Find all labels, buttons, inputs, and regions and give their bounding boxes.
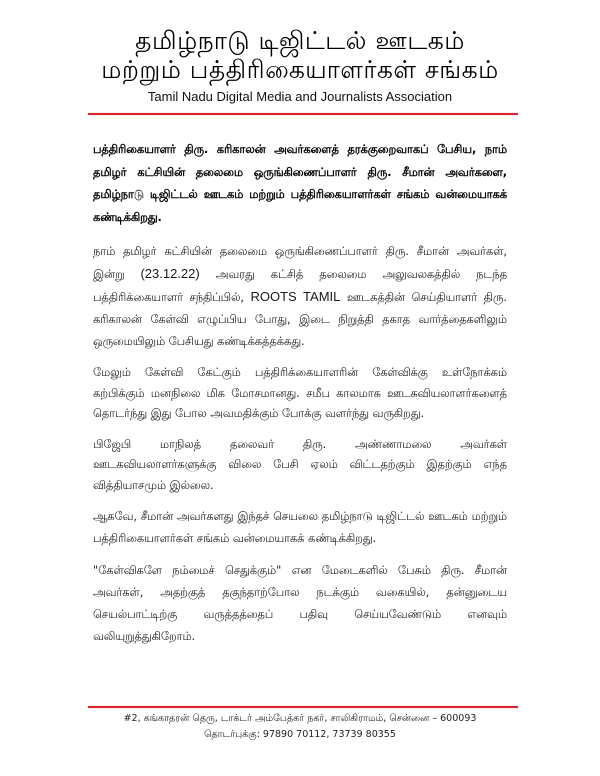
footer-divider — [88, 706, 518, 708]
paragraph-condemnation: ஆகவே, சீமான் அவர்களது இந்தச் செயலை தமிழ்நாடு டிஜிட்டல் ஊடகம் மற்றும் பத்திரிகையாளர்கள் சங்கம் வன்மையாகக் கண்டிக்கிறது. — [93, 510, 507, 545]
paragraph-comparison: பிஜேபி மாநிலத் தலைவர் திரு. அண்ணாமலை அவர்கள் ஊடகவியலாளர்களுக்கு விலை பேசி ஏலம் விட்டதற்கும் இதற்கும் எந்த வித்தியாசமும் இல்லை. — [93, 437, 507, 492]
paragraph-incident-text1: நாம் தமிழர் கட்சியின் தலைமை ஒருங்கிணைப்பாளர் திரு. சீமான் அவர்கள், இன்று — [93, 245, 507, 281]
org-title-tamil-line2: மற்றும் பத்திரிகையாளர்கள் சங்கம் — [101, 55, 499, 84]
incident-date: (23.12.22) — [140, 266, 200, 281]
org-title-tamil-line1: தமிழ்நாடு டிஜிட்டல் ஊடகம் — [135, 26, 465, 55]
paragraph-demand: "கேள்விகளே நம்மைச் செதுக்கும்" என மேடைகளில் பேசும் திரு. சீமான் அவர்கள், அதற்குத் தகுந்தாற்போல நடக்கும் வகையில், தன்னுடைய செயல்பாட்டிற்கு வருத்தத்தைப் பதிவு செய்யவேண்டும் எனவும் வலியுறுத்துகிறோம். — [93, 564, 507, 643]
media-outlet-name: ROOTS TAMIL — [250, 289, 341, 304]
org-title-english: Tamil Nadu Digital Media and Journalists Association — [147, 89, 453, 104]
footer-address: #2, கங்காதரன் தெரு, டாக்டர் அம்பேத்கர் நகர், சாலிகிராமம், சென்னை – 600093 — [123, 713, 477, 724]
paragraph-incident-text2: அவரது கட்சித் தலைமை அலுவலகத்தில் நடந்த பத்திரிக்கையாளர் சந்திப்பில், — [93, 268, 507, 304]
headline-paragraph: பத்திரிகையாளர் திரு. கரிகாலன் அவர்களைத் தரக்குறைவாகப் பேசிய, நாம் தமிழர் கட்சியின் தலைமை ஒருங்கிணைப்பாளர் திரு. சீமான் அவர்களை, தமிழ்நாடு டிஜிட்டல் ஊடகம் மற்றும் பத்திரிகையாளர்கள் சங்கம் வன்மையாகக் கண்டிக்கிறது. — [93, 143, 507, 224]
statement-body — [93, 139, 507, 658]
paragraph-incident — [93, 241, 507, 353]
paragraph-attitude: மேலும் கேள்வி கேட்கும் பத்திரிக்கையாளரின் கேள்விக்கு உள்நோக்கம் கற்பிக்கும் மனநிலை மிக மோசமானது. சமீப காலமாக ஊடகவியலாளர்களைத் தொடர்ந்து இது போல அவமதிக்கும் போக்கு வளர்ந்து வருகிறது. — [93, 366, 507, 420]
paragraph-incident-text3: ஊடகத்தின் செய்தியாளர் திரு. கரிகாலன் கேள்வி எழுப்பிய போது, இடை நிறுத்தி தகாத வார்த்தைகளிலும் ஒருமையிலும் பேசியது கண்டிக்கத்தக்கது. — [93, 291, 507, 348]
footer-contact: தொடர்புக்கு: 97890 70112, 73739 80355 — [204, 729, 396, 740]
header-divider — [88, 113, 518, 115]
